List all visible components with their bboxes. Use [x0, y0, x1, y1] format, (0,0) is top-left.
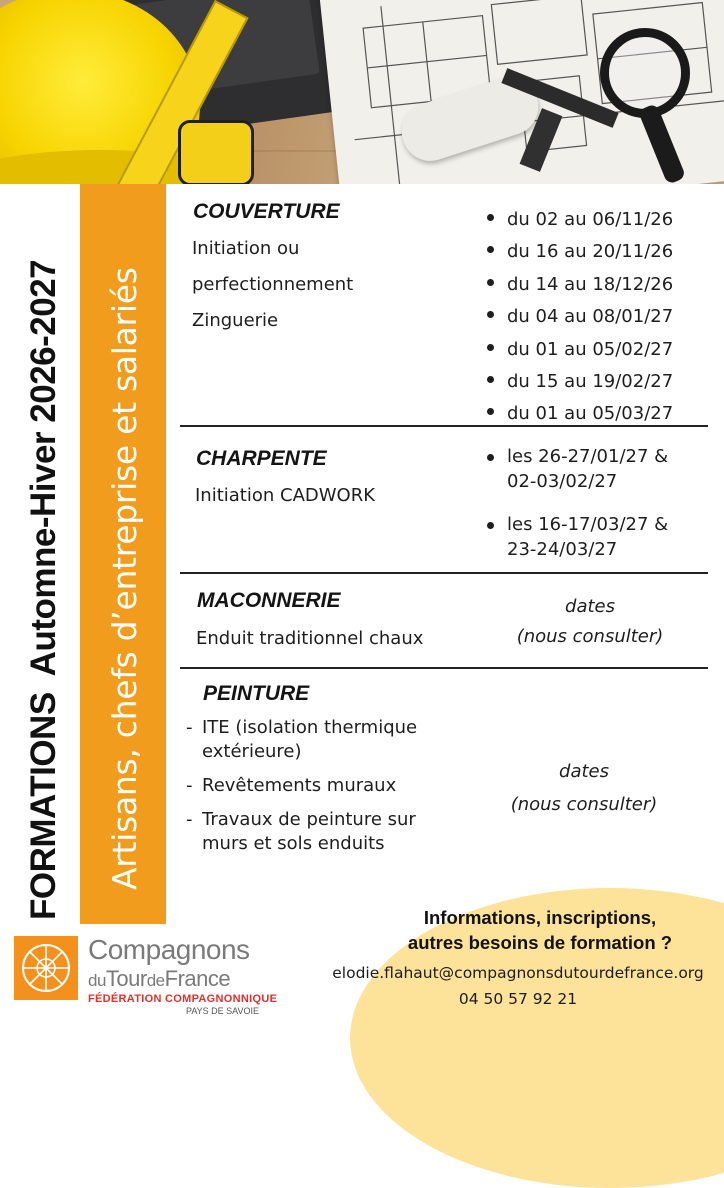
section-description-charpente: Initiation CADWORK	[195, 485, 376, 506]
date-item: du 02 au 06/11/26	[485, 204, 673, 236]
compagnons-emblem-icon	[14, 936, 78, 1000]
logo-name-line2: duTourdeFrance	[88, 966, 231, 991]
date-item: les 26-27/01/27 & 02-03/02/27	[485, 444, 668, 494]
date-item: du 01 au 05/03/27	[485, 398, 673, 430]
logo-federation: FÉDÉRATION COMPAGNONNIQUE	[88, 993, 278, 1005]
section-description-maconnerie: Enduit traditionnel chaux	[196, 628, 424, 649]
list-item: - Travaux de peinture sur murs et sols enduits	[186, 808, 417, 856]
date-item: les 16-17/03/27 & 23-24/03/27	[485, 512, 668, 562]
contact-phone[interactable]: 04 50 57 92 21	[458, 990, 578, 1008]
compagnons-logo	[14, 936, 314, 1018]
section-divider	[180, 572, 708, 574]
date-item: du 15 au 19/02/27	[485, 366, 673, 398]
title-season: Automne-Hiver 2026-2027	[24, 259, 63, 677]
title-formations: FORMATIONS	[24, 692, 63, 920]
magnifier-image	[600, 28, 690, 118]
peinture-items-list	[186, 716, 417, 856]
date-item: du 01 au 05/02/27	[485, 334, 673, 366]
date-item: du 16 au 20/11/26	[485, 236, 673, 268]
section-heading-maconnerie: MACONNERIE	[197, 589, 341, 612]
section-divider	[180, 667, 708, 669]
logo-region: PAYS DE SAVOIE	[186, 1006, 260, 1016]
contact-email[interactable]: elodie.flahaut@compagnonsdutourdefrance.org	[332, 964, 704, 982]
vertical-title	[16, 190, 72, 920]
contact-title: Informations, inscriptions, autres besoins de formation ?	[407, 907, 673, 953]
header-photo	[0, 0, 724, 184]
section-heading-couverture: COUVERTURE	[193, 200, 340, 223]
dates-consult-maconnerie: dates (nous consulter)	[516, 596, 664, 647]
logo-name-line1: Compagnons	[88, 934, 250, 965]
date-item: du 04 au 08/01/27	[485, 301, 673, 333]
audience-subtitle: Artisans, chefs d’entreprise et salariés	[104, 267, 144, 890]
section-description-couverture: Initiation ou perfectionnement Zinguerie	[192, 238, 354, 331]
list-item: - Revêtements muraux	[186, 774, 417, 798]
list-item: - ITE (isolation thermique extérieure)	[186, 716, 417, 764]
audience-band	[80, 184, 166, 924]
section-heading-charpente: CHARPENTE	[196, 447, 327, 470]
section-divider	[180, 425, 708, 427]
section-heading-peinture: PEINTURE	[203, 682, 310, 705]
dates-consult-peinture: dates (nous consulter)	[510, 761, 658, 815]
dates-list-couverture	[485, 204, 673, 431]
date-item: du 14 au 18/12/26	[485, 269, 673, 301]
dates-list-charpente	[485, 444, 668, 562]
